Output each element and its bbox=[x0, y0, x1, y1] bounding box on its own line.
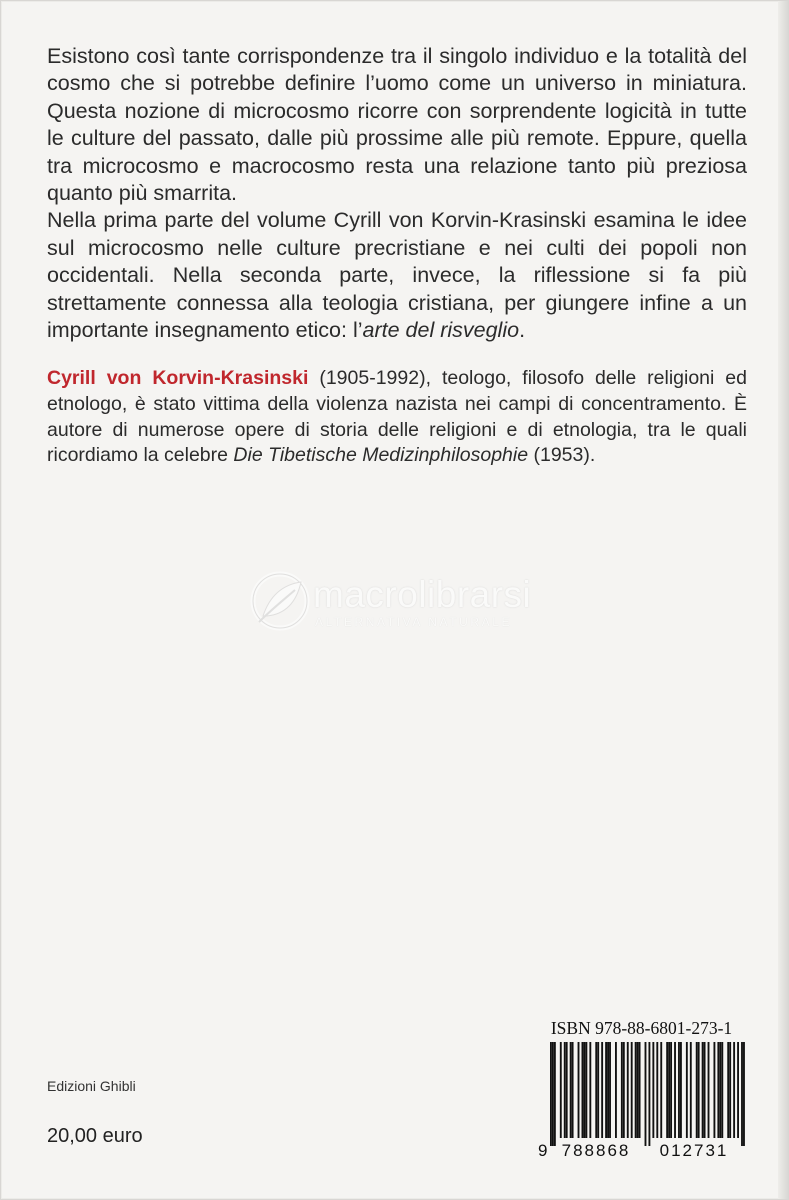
barcode-bar bbox=[583, 1042, 585, 1138]
barcode-bar bbox=[690, 1042, 692, 1138]
barcode-bar bbox=[554, 1042, 556, 1146]
barcode-bar bbox=[704, 1042, 706, 1138]
barcode-bar bbox=[597, 1042, 599, 1138]
barcode-bar bbox=[578, 1042, 580, 1138]
barcode-digits-right: 012731 bbox=[659, 1141, 729, 1160]
barcode-bar bbox=[686, 1042, 688, 1138]
barcode-bar bbox=[605, 1042, 607, 1138]
watermark-subtitle: ALTERNATIVA NATURALE bbox=[315, 615, 513, 629]
barcode-bar bbox=[666, 1042, 668, 1138]
blurb-paragraph-1: Esistono così tante corrispondenze tra il singolo individuo e la totalità del cosmo che si potrebbe definire l’uomo come un universo in miniatura. Questa nozione di microcosmo ricorre con sorprendente logicità in tutte le culture del passato, dalle più prossime alle più remote. Eppure, quella tra microcosmo e macrocosmo resta una relazione tanto più preziosa quanto più smarrita. bbox=[47, 44, 747, 206]
bio-book-title: Die Tibetische Medizinphilosophie bbox=[233, 444, 529, 467]
author-bio bbox=[47, 366, 747, 469]
barcode-bar bbox=[609, 1042, 611, 1138]
barcode-bar bbox=[737, 1042, 739, 1138]
barcode-bar bbox=[660, 1042, 662, 1138]
barcode-bar bbox=[631, 1042, 633, 1138]
barcode-bar bbox=[702, 1042, 704, 1138]
barcode-bar bbox=[570, 1042, 572, 1138]
barcode-bar bbox=[721, 1042, 723, 1138]
barcode-bar bbox=[635, 1042, 637, 1138]
barcode-bar bbox=[560, 1042, 562, 1138]
watermark bbox=[249, 566, 549, 636]
barcode-bar bbox=[637, 1042, 639, 1138]
barcode-bar bbox=[729, 1042, 731, 1138]
blurb-p2-text: Nella prima parte del volume Cyrill von Korvin-Krasinski esamina le idee sul microcosmo nelle culture precristiane e nei culti dei popoli non occidentali. Nella seconda parte, invece, la riflessione si fa più strettamente connessa alla teologia cristiana, per giungere infine a un importante insegnamento etico: l’ bbox=[47, 208, 747, 343]
author-name: Cyrill von Korvin-Krasinski bbox=[47, 367, 309, 389]
barcode-bar bbox=[648, 1042, 650, 1146]
barcode-bar bbox=[678, 1042, 680, 1138]
blurb-p2-italic: arte del risveglio bbox=[362, 318, 520, 343]
barcode-bar bbox=[595, 1042, 597, 1138]
publisher-name: Edizioni Ghibli bbox=[47, 1078, 136, 1094]
barcode-bar bbox=[717, 1042, 719, 1138]
barcode-bar bbox=[645, 1042, 647, 1146]
barcode-bar bbox=[607, 1042, 609, 1138]
barcode-bar bbox=[713, 1042, 715, 1138]
barcode-digits-left: 788868 bbox=[561, 1141, 631, 1160]
barcode-bar bbox=[627, 1042, 629, 1138]
blurb-text bbox=[47, 43, 747, 344]
blurb-paragraph-2 bbox=[47, 207, 747, 344]
barcode-bar bbox=[566, 1042, 568, 1138]
barcode-bar bbox=[572, 1042, 574, 1138]
barcode-bar bbox=[727, 1042, 729, 1138]
barcode-bar bbox=[668, 1042, 670, 1138]
barcode-bar bbox=[564, 1042, 566, 1138]
barcode-bar bbox=[621, 1042, 623, 1138]
cover-edge-shadow bbox=[778, 1, 788, 1199]
barcode-bar bbox=[589, 1042, 591, 1138]
barcode-bar bbox=[552, 1042, 554, 1146]
barcode-bar bbox=[719, 1042, 721, 1138]
barcode-bar bbox=[698, 1042, 700, 1138]
barcode-bar bbox=[680, 1042, 682, 1138]
bio-end: (1953). bbox=[528, 444, 596, 467]
barcode-bar bbox=[652, 1042, 654, 1138]
barcode-bar bbox=[550, 1042, 552, 1146]
isbn-label: ISBN 978-88-6801-273-1 bbox=[550, 1018, 733, 1038]
barcode-graphic bbox=[534, 1042, 749, 1160]
watermark-title: macrolibrarsi bbox=[313, 574, 532, 615]
barcode-digit-lead: 9 bbox=[538, 1141, 548, 1160]
leaf-logo-icon bbox=[249, 570, 311, 632]
barcode-bar bbox=[741, 1042, 743, 1146]
barcode-bar bbox=[639, 1042, 641, 1138]
price: 20,00 euro bbox=[47, 1125, 143, 1147]
barcode-bar bbox=[623, 1042, 625, 1138]
isbn-barcode bbox=[534, 1018, 749, 1163]
barcode-bar bbox=[656, 1042, 658, 1138]
barcode-bar bbox=[582, 1042, 584, 1138]
barcode-bar bbox=[585, 1042, 587, 1138]
barcode-bar bbox=[733, 1042, 735, 1138]
barcode-bar bbox=[708, 1042, 710, 1138]
blurb-p2-end: . bbox=[519, 318, 526, 343]
barcode-bar bbox=[696, 1042, 698, 1138]
barcode-bar bbox=[601, 1042, 603, 1138]
barcode-bar bbox=[743, 1042, 745, 1146]
bio-text: (1905-1992), teologo, filosofo delle religioni ed etnologo, è stato vittima della violenza nazista nei campi di concentramento. È autore di numerose opere di storia delle religioni e di etnologia, tra le quali ricordiamo la celebre bbox=[47, 367, 748, 467]
barcode-bar bbox=[615, 1042, 617, 1138]
barcode-bar bbox=[670, 1042, 672, 1138]
barcode-bar bbox=[674, 1042, 676, 1138]
